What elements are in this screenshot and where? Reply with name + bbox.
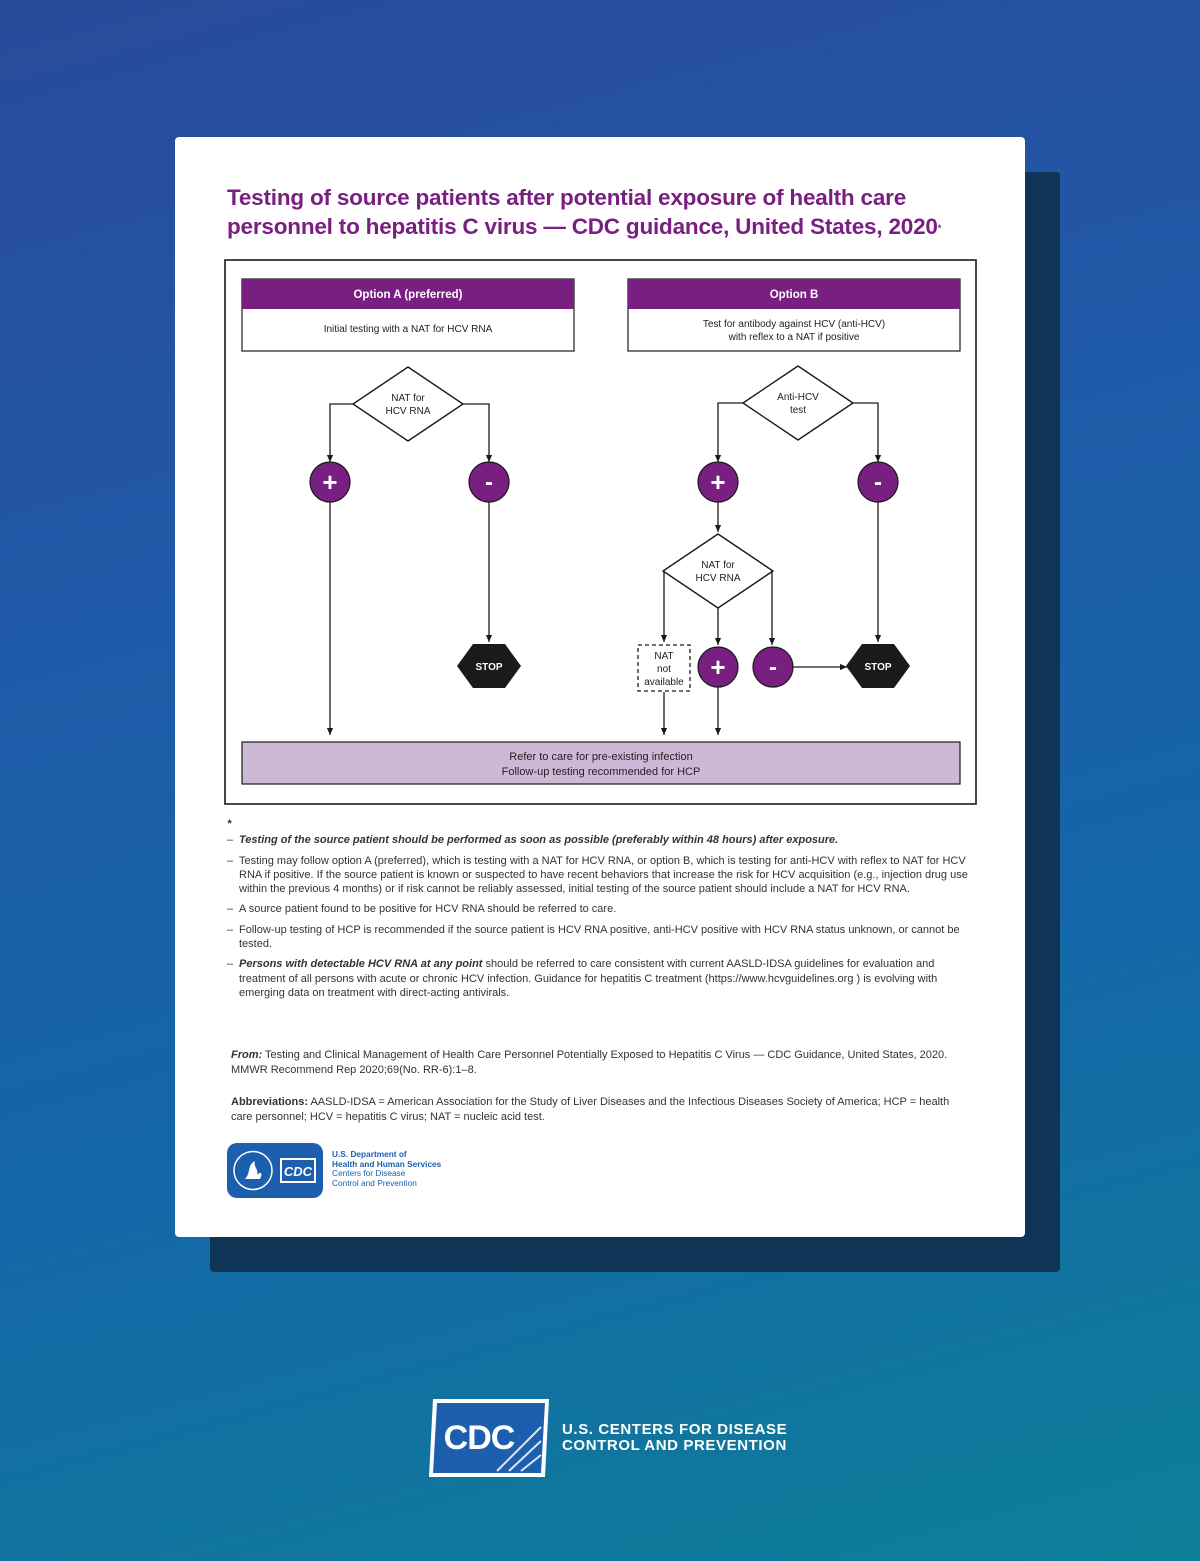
nat-unavailable-line3: available [644, 677, 684, 688]
option-b-negative-result [858, 462, 898, 502]
option-a-positive-result [310, 462, 350, 502]
hhs-agency-text [332, 1150, 441, 1188]
stop-label: STOP [864, 662, 892, 673]
decision-nat-a-line1: NAT for [391, 393, 425, 404]
footnote-marker: * [227, 818, 232, 830]
cdc-logo-small-text: CDC [283, 1164, 313, 1179]
abbreviations-label: Abbreviations: [231, 1096, 309, 1108]
decision-anti-hcv-line1: Anti-HCV [777, 392, 819, 403]
option-b-positive-result [698, 462, 738, 502]
testing-flowchart [175, 137, 1025, 817]
positive-symbol: + [710, 467, 726, 497]
option-a-body: Initial testing with a NAT for HCV RNA [323, 324, 493, 335]
hhs-eagle-icon [245, 1161, 261, 1179]
decision-nat-b-line2: HCV RNA [695, 573, 741, 584]
decision-nat-a-line2: HCV RNA [385, 406, 431, 417]
cdc-brand-line1: U.S. CENTERS FOR DISEASE [562, 1421, 788, 1438]
reflex-nat-negative-result [753, 647, 793, 687]
abbreviations [231, 1095, 971, 1125]
decision-anti-hcv-line2: test [789, 405, 807, 416]
hhs-line4: Control and Prevention [332, 1177, 417, 1188]
source-citation [231, 1048, 971, 1078]
option-a-box [242, 279, 574, 351]
infographic-card [175, 137, 1025, 1237]
positive-symbol: + [710, 652, 726, 682]
footnote-list [227, 833, 979, 1000]
footnote-item: – Testing may follow option A (preferred), which is testing with a NAT for HCV RNA, or option B, which is testing for anti-HCV with reflex to NAT for HCV RNA if positive. If the source patient is known or suspected to have recent behaviors that increase the risk for HCV acquisition (e.g., injection drug use within the previous 4 months) or if risk cannot be reliably assessed, initial testing of the source patient should include a NAT for HCV RNA. [227, 854, 968, 896]
negative-symbol: - [769, 654, 777, 681]
title-footnote-marker: * [937, 223, 942, 233]
negative-symbol: - [874, 469, 882, 496]
cdc-brand-name [562, 1422, 787, 1454]
option-b-header: Option B [769, 289, 819, 301]
footnote-item: – A source patient found to be positive for HCV RNA should be referred to care. [227, 903, 617, 916]
option-b-box [628, 279, 960, 351]
footnote-item: – Testing of the source patient should be performed as soon as possible (preferably within 48 hours) after exposure. [227, 834, 839, 847]
stop-label: STOP [475, 662, 503, 673]
hhs-line2: Health and Human Services [332, 1158, 442, 1169]
page-title: Testing of source patients after potential exposure of health care personnel to hepatitis C virus — CDC guidance, United States, 2020* [227, 185, 942, 239]
decision-nat-b-line1: NAT for [701, 560, 735, 571]
hhs-cdc-logo [227, 1143, 323, 1198]
positive-symbol: + [322, 467, 338, 497]
cdc-brand-logo [427, 1397, 551, 1479]
footnote-item: – Follow-up testing of HCP is recommended if the source patient is HCV RNA positive, anti-HCV positive with HCV RNA status unknown, or cannot be tested. [227, 923, 960, 951]
outcome-line2: Follow-up testing recommended for HCP [501, 766, 701, 778]
source-label: From: [231, 1049, 263, 1061]
option-b-body-line2: with reflex to a NAT if positive [728, 332, 860, 343]
hhs-line3: Centers for Disease [332, 1168, 406, 1178]
option-a-negative-result [469, 462, 509, 502]
cdc-brand-line2: CONTROL AND PREVENTION [562, 1437, 787, 1454]
nat-not-available-box [638, 645, 690, 691]
nat-unavailable-line1: NAT [654, 651, 674, 662]
outcome-line1: Refer to care for pre-existing infection [509, 751, 693, 763]
abbreviations-text: AASLD-IDSA = American Association for the Study of Liver Diseases and the Infectious Diseases Society of America; HCP = health care personnel; HCV = hepatitis C virus; NAT = nucleic acid test. [231, 1096, 950, 1123]
footnotes [227, 817, 979, 1006]
cdc-logo-text: CDC [443, 1419, 515, 1457]
footnote-item: – Persons with detectable HCV RNA at any point should be referred to care consistent with current AASLD-IDSA guidelines for evaluation and treatment of all persons with acute or chronic HCV infection. Guidance for hepatitis C treatment (https://www.hcvguidelines.org ) is evolving with emerging data on treatment with direct-acting antivirals. [227, 958, 938, 999]
option-a-header: Option A (preferred) [353, 289, 463, 301]
source-text: Testing and Clinical Management of Health Care Personnel Potentially Exposed to Hepatitis C Virus — CDC Guidance, United States, 2020. MMWR Recommend Rep 2020;69(No. RR-6):1–8. [231, 1049, 948, 1076]
hhs-line1: U.S. Department of [332, 1149, 407, 1159]
option-b-body-line1: Test for antibody against HCV (anti-HCV) [702, 319, 886, 330]
reflex-nat-positive-result [698, 647, 738, 687]
nat-unavailable-line2: not [657, 664, 671, 675]
outcome-box [242, 742, 960, 784]
negative-symbol: - [485, 469, 493, 496]
